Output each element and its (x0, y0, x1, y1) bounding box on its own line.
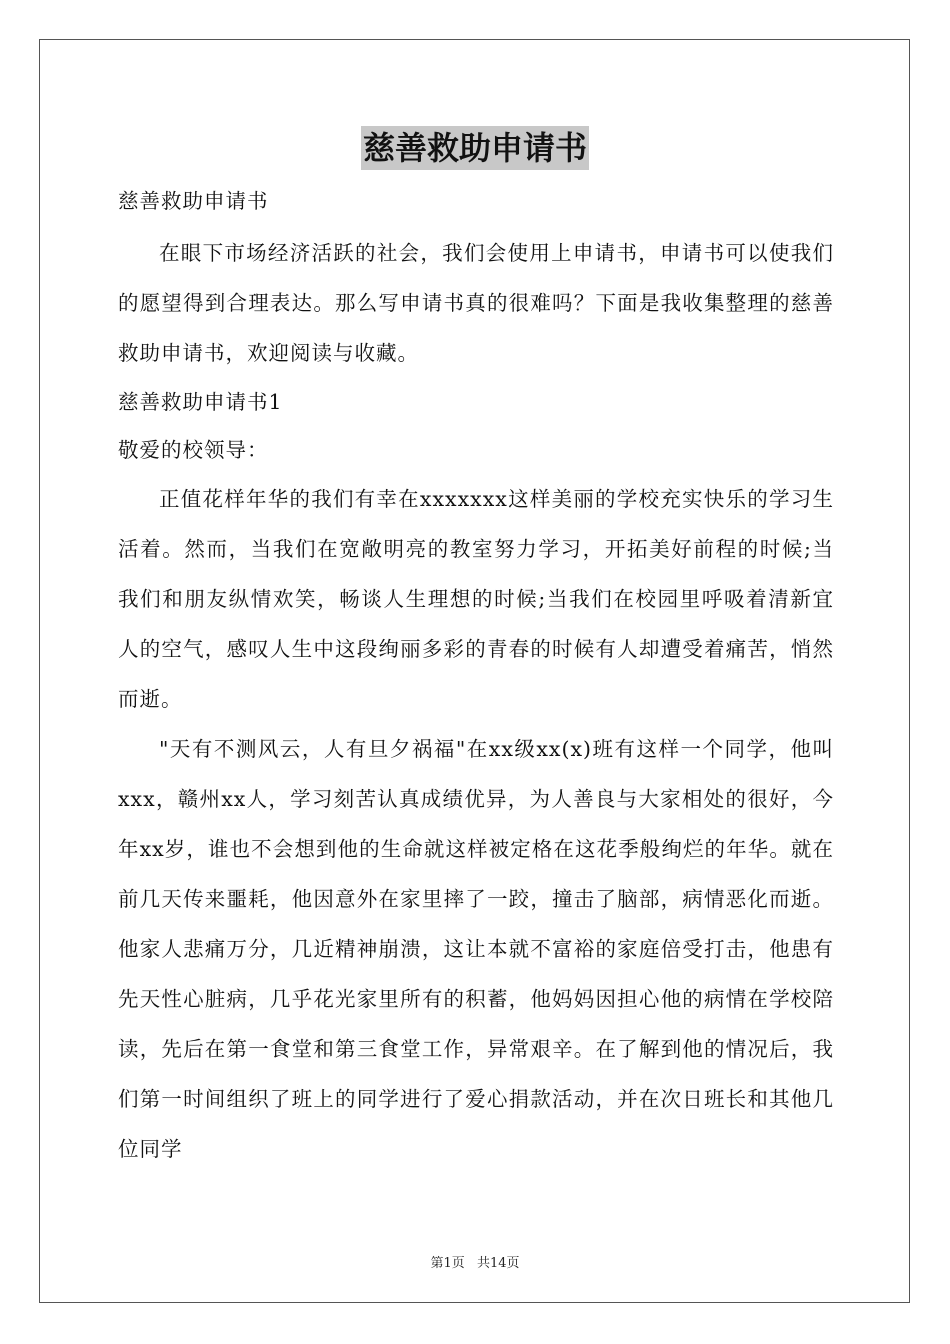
subtitle-line: 慈善救助申请书 (118, 189, 269, 213)
body-paragraph-3: "天有不测风云，人有旦夕祸福"在xx级xx(x)班有这样一个同学，他叫xxx，赣州xx人，学习刻苦认真成绩优异，为人善良与大家相处的很好，今年xx岁，谁也不会想到他的生命就这样被定格在这花季般绚烂的年华。就在前几天传来噩耗，他因意外在家里摔了一跤，撞击了脑部，病情恶化而逝。他家人悲痛万分，几近精神崩溃，这让本就不富裕的家庭倍受打击，他患有先天性心脏病，几乎花光家里所有的积蓄，他妈妈因担心他的病情在学校陪读，先后在第一食堂和第三食堂工作，异常艰辛。在了解到他的情况后，我们第一时间组织了班上的同学进行了爱心捐款活动，并在次日班长和其他几位同学 (118, 737, 834, 1161)
body-paragraph-2: 正值花样年华的我们有幸在xxxxxxx这样美丽的学校充实快乐的学习生活着。然而，当我们在宽敞明亮的教室努力学习，开拓美好前程的时候;当我们和朋友纵情欢笑，畅谈人生理想的时候;当我们在校园里呼吸着清新宜人的空气，感叹人生中这段绚丽多彩的青春的时候有人却遭受着痛苦，悄然而逝。 (118, 487, 834, 711)
section-heading: 慈善救助申请书1 (118, 390, 283, 414)
title-area (0, 126, 950, 170)
page-number: 第1页 (430, 1256, 465, 1271)
page-total: 共14页 (476, 1256, 520, 1271)
document-title: 慈善救助申请书 (361, 126, 589, 170)
page-footer (0, 1252, 950, 1271)
salutation: 敬爱的校领导： (118, 438, 269, 462)
document-body (118, 177, 834, 1174)
intro-paragraph: 在眼下市场经济活跃的社会，我们会使用上申请书，申请书可以使我们的愿望得到合理表达。那么写申请书真的很难吗？下面是我收集整理的慈善救助申请书，欢迎阅读与收藏。 (118, 241, 834, 365)
